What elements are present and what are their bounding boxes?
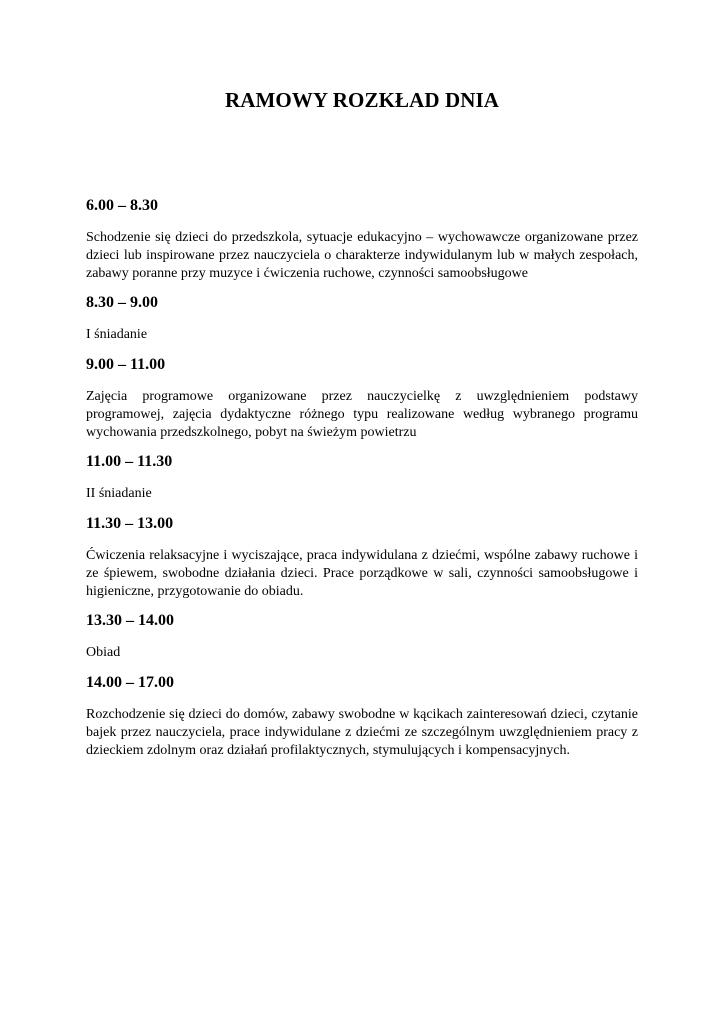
schedule-section [86, 355, 638, 442]
time-range: 8.30 – 9.00 [86, 294, 158, 311]
time-range: 11.00 – 11.30 [86, 453, 173, 470]
schedule-section [86, 673, 638, 760]
schedule-section [86, 611, 638, 662]
activity-description: Zajęcia programowe organizowane przez nauczycielkę z uwzględnieniem podstawy programowej, zajęcia dydaktyczne różnego typu realizowane według wybranego programu wychowania przedszkolnego, pobyt na świeżym powietrzu [86, 389, 638, 440]
activity-description: Ćwiczenia relaksacyjne i wyciszające, praca indywidulana z dziećmi, wspólne zabawy ruchowe i ze śpiewem, swobodne działania dzieci. Prace porządkowe w sali, czynności samoobsługowe i higieniczne, przygotowanie do obiadu. [86, 548, 638, 599]
time-range: 14.00 – 17.00 [86, 674, 174, 691]
page-title: RAMOWY ROZKŁAD DNIA [224, 88, 500, 112]
time-range: 9.00 – 11.00 [86, 356, 166, 373]
activity-description: II śniadanie [86, 486, 152, 501]
activity-description: I śniadanie [86, 327, 148, 342]
time-range: 6.00 – 8.30 [86, 197, 158, 214]
time-range: 13.30 – 14.00 [86, 612, 174, 629]
schedule-section [86, 514, 638, 601]
schedule [86, 196, 638, 770]
activity-description: Obiad [86, 645, 121, 660]
schedule-section [86, 196, 638, 283]
activity-description: Schodzenie się dzieci do przedszkola, sytuacje edukacyjno – wychowawcze organizowane przez dzieci lub inspirowane przez nauczyciela o charakterze indywidulanym lub w małych zespołach, zabawy poranne przy muzyce i ćwiczenia ruchowe, czynności samoobsługowe [86, 230, 638, 281]
schedule-section [86, 452, 638, 503]
time-range: 11.30 – 13.00 [86, 515, 174, 532]
activity-description: Rozchodzenie się dzieci do domów, zabawy swobodne w kącikach zainteresowań dzieci, czytanie bajek przez nauczyciela, prace indywidulane z dziećmi ze szczególnym uwzględnieniem pracy z dzieckiem zdolnym oraz działań profilaktycznych, stymulujących i kompensacyjnych. [86, 707, 638, 758]
schedule-section [86, 293, 638, 344]
